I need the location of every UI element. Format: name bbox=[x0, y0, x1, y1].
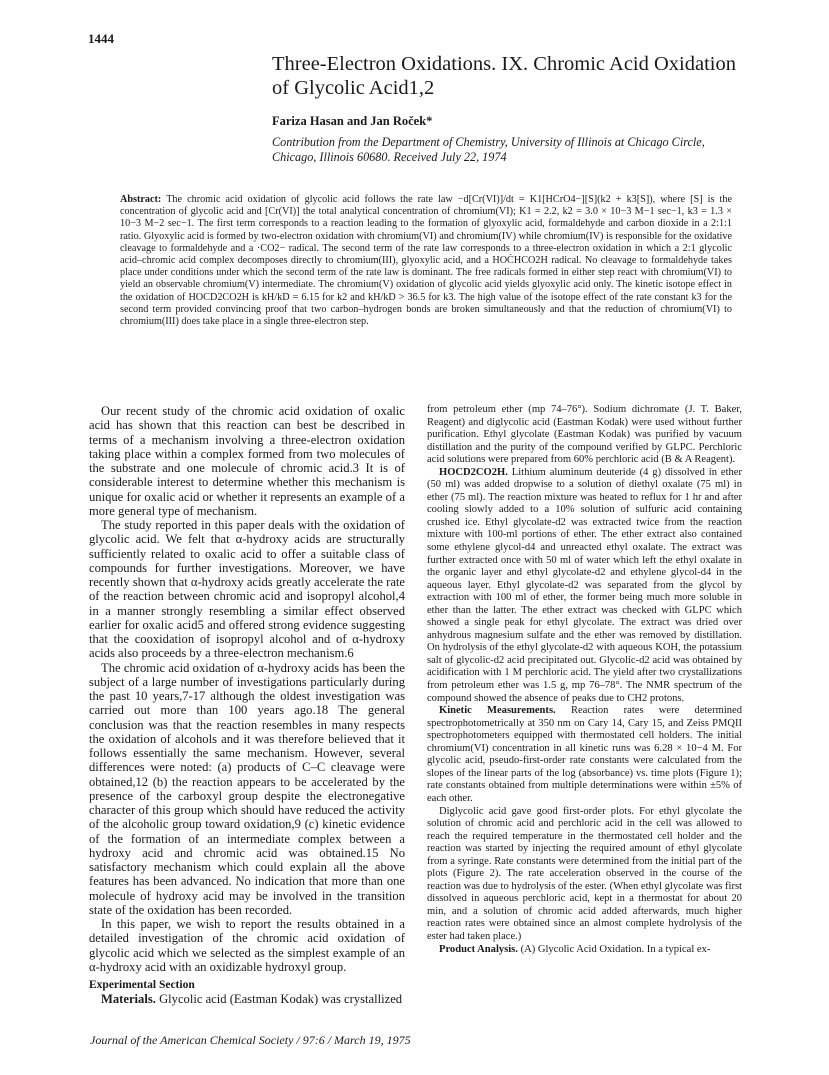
abstract-label: Abstract: bbox=[120, 194, 162, 205]
section-heading: Experimental Section bbox=[89, 979, 195, 991]
paragraph: Our recent study of the chromic acid oxidation of oxalic acid has shown that this reaction can best be described in terms of a mechanism involving a three-electron oxidation taking place within a complex formed from two molecules of the substrate and one molecule of chromic acid.3 It is of considerable interest to determine whether this mechanism is unique for oxalic acid or whether it represents an example of a more general type of mechanism. bbox=[89, 404, 405, 518]
page-number: 1444 bbox=[88, 31, 114, 46]
paragraph bbox=[89, 992, 405, 1006]
run-in-heading: Materials. bbox=[101, 992, 156, 1007]
authors: Fariza Hasan and Jan Roček* bbox=[272, 114, 433, 128]
paragraph: In this paper, we wish to report the results obtained in a detailed investigation of the chromic acid oxidation of glycolic acid which we selected as the simplest example of an α-hydroxy acid with an oxidizable hydroxyl group. bbox=[89, 917, 405, 974]
paragraph: The chromic acid oxidation of α-hydroxy acids has been the subject of a large number of investigations particularly during the past 10 years,7-17 although the oldest investigation was carried out more than 100 years ago.18 The general conclusion was that the reaction resembles in many respects the oxidation of alcohols and it was therefore believed that it follows essentially the same mechanism. However, several differences were noted: (a) products of C–C cleavage were obtained,12 (b) the reaction appears to be accelerated by the presence of the carboxyl group despite the electronegative character of this group which should have reduced the activity of the alcoholic group toward oxidation,9 (c) kinetic evidence of the formation of an intermediate complex between a hydroxy acid and chromic acid was obtained.15 No satisfactory mechanism which could explain all the above features has been advanced. No indication that more than one molecule of hydroxy acid may be involved in the transition state of the oxidation has been recorded. bbox=[89, 660, 405, 917]
right-column bbox=[427, 404, 742, 956]
paragraph: from petroleum ether (mp 74–76°). Sodium dichromate (J. T. Baker, Reagent) and diglycolic acid (Eastman Kodak) were used without further purification. Ethyl glycolate (Eastman Kodak) was purified by vacuum distillation and the purity of the compound verified by GLPC. Perchloric acid solutions were prepared from 60% perchloric acid (B & A Reagent). bbox=[427, 404, 742, 466]
left-column bbox=[89, 404, 405, 1007]
abstract-text: The chromic acid oxidation of glycolic acid follows the rate law −d[Cr(VI)]/dt = K1[HCrO4−][S](k2 + k3[S]), where [S] is the concentration of glycolic acid and [Cr(VI)] the total analytical concentration of chromium(VI); K1 = 2.2, k2 = 3.0 × 10−3 M−1 sec−1, k3 = 1.3 × 10−3 M−2 sec−1. The first term corresponds to a reaction leading to the formation of glyoxylic acid, formaldehyde and carbon dioxide in a 2:1:1 ratio. Glyoxylic acid is formed by two-electron oxidation with chromium(VI) and chromium(IV) while chromium(IV) is responsible for the oxidative cleavage to formaldehyde and a ·CO2− radical. The second term of the rate law corresponds to a three-electron oxidation in which a 2:1 glycolic acid–chromic acid complex decomposes directly to chromium(III), glyoxylic acid, and a HOĊHCO2H radical. No cleavage to formaldehyde takes place under conditions under which the second term of the rate law is dominant. The free radicals formed in either step react with chromium(VI) to yield an observable chromium(V) intermediate. The chromium(V) oxidation of glycolic acid yields glyoxylic acid only. The kinetic isotope effect in the oxidation of HOCD2CO2H is kH/kD = 6.15 for k2 and kH/kD > 36.5 for k3. The high value of the isotope effect of the rate constant k3 for the second term provided convincing proof that two carbon–hydrogen bonds are broken simultaneously and that the reduction of chromium(VI) to chromium(III) does take place in a single three-electron step. bbox=[120, 194, 732, 328]
paragraph-text: Glycolic acid (Eastman Kodak) was crystallized bbox=[159, 992, 403, 1007]
paragraph bbox=[427, 944, 742, 957]
title-block bbox=[272, 52, 742, 164]
paragraph: The study reported in this paper deals with the oxidation of glycolic acid. We felt that α-hydroxy acids are structurally sufficiently related to oxalic acid to offer a suitable class of compounds for further investigations. Moreover, we have recently shown that α-hydroxy acids greatly accelerate the rate of the reaction between chromic acid and isopropyl alcohol,4 in a manner strongly resembling a similar effect observed earlier for oxalic acid5 and offered strong evidence suggesting that the cooxidation of isopropyl alcohol and of α-hydroxy acids also proceeds by a three-electron mechanism.6 bbox=[89, 518, 405, 661]
paragraph bbox=[427, 467, 742, 705]
paragraph-text: Reaction rates were determined spectrophotometrically at 350 nm on Cary 14, Cary 15, and Zeiss PMQII spectrophotometers equipped with thermostated cell holders. The initial chromium(VI) concentration in all kinetic runs was 6.28 × 10−4 M. For glycolic acid, pseudo-first-order rate constants were calculated from the slopes of the linear parts of the log (absorbance) vs. time plots (Figure 1); rate constants obtained from multiple determinations were within ±5% of each other. bbox=[427, 705, 742, 804]
paragraph bbox=[427, 705, 742, 805]
paragraph: Diglycolic acid gave good first-order plots. For ethyl glycolate the solution of chromic acid and perchloric acid in the cell was allowed to reach the required temperature in the thermostated cell holder and the reaction was started by injecting the required amount of ethyl glycolate from a syringe. Rate constants were determined from the initial part of the plots (Figure 2). The rate acceleration observed in the course of the reaction was due to hydrolysis of the ester. (When ethyl glycolate was first dissolved in aqueous perchloric acid, kept in a thermostat for about 20 min, and a solution of chromic acid added afterwards, much higher reaction rates were obtained since an almost complete hydrolysis of the ester had taken place.) bbox=[427, 805, 742, 942]
abstract bbox=[120, 194, 732, 328]
run-in-heading: Product Analysis. bbox=[439, 943, 518, 955]
run-in-heading: HOCD2CO2H. bbox=[439, 466, 508, 478]
article-title: Three-Electron Oxidations. IX. Chromic Acid Oxidation of Glycolic Acid1,2 bbox=[272, 53, 736, 99]
affiliation: Contribution from the Department of Chemistry, University of Illinois at Chicago Circle, Chicago, Illinois 60680. Received July 22, 1974 bbox=[272, 135, 705, 164]
journal-footer: Journal of the American Chemical Society / 97:6 / March 19, 1975 bbox=[90, 1033, 411, 1047]
paragraph-text: Lithium aluminum deuteride (4 g) dissolved in ether (50 ml) was added dropwise to a solution of diethyl oxalate (75 ml) in ether (75 ml). The reaction mixture was heated to reflux for 1 hr and after cooling slowly added to a 10% solution of sulfuric acid containing crushed ice. Ethyl glycolate-d2 was extracted twice from the reaction mixture with 100-ml portions of ether. The ether extract also contained some ethylene glycol-d4 and unreacted ethyl oxalate. The extract was further extracted once with 50 ml of water which left the ethyl oxalate in the organic layer and ethyl glycolate-d2 and ethylene glycol-d4 in the aqueous layer. Ethyl glycolate-d2 was separated from the glycol by extraction with 100 ml of ether, the former being much more soluble in ether than the latter. The ether extract was checked with GLPC which showed a single peak for ethyl glycolate. The extract was dried over anhydrous magnesium sulfate and the ether was removed by distillation. On hydrolysis of the ethyl glycolate-d2 with aqueous KOH, the potassium salt of glycolic-d2 acid precipitated out. Glycolic-d2 acid was obtained by acidification with 1 M perchloric acid. The yield after two crystallizations from petroleum ether was 1.5 g, mp 76–78°. The NMR spectrum of the compound showed the absence of peaks due to CH2 protons. bbox=[427, 466, 742, 704]
run-in-heading: Kinetic Measurements. bbox=[439, 705, 556, 717]
paragraph-text: (A) Glycolic Acid Oxidation. In a typical ex- bbox=[520, 943, 711, 955]
